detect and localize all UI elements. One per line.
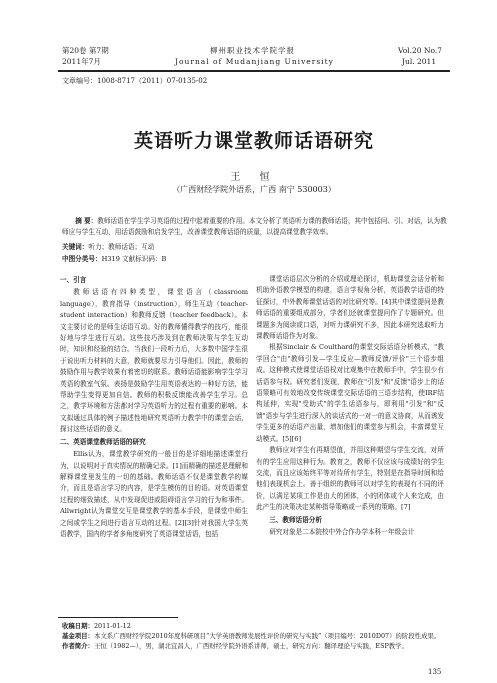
footnote-label: 收稿日期：: [62, 622, 94, 630]
section-heading: 二、英语课堂教师话语的研究: [60, 437, 146, 446]
footnote-item: [62, 641, 442, 651]
author-affiliation: （广西财经学院外语系，广西 南宁 530003）: [172, 185, 336, 194]
paper-title: 英语听力课堂教师话语研究: [133, 130, 374, 152]
abstract-label: 摘 要：: [75, 217, 98, 225]
header-date-cn: 2011年7月: [62, 57, 101, 66]
page-number: 135: [428, 668, 442, 676]
footnote-text: 本文系广西财经学院2010年度科研项目“大学英语教师发展性评价的研究与实践”（项目编号：2010D07）的阶段性成果。: [93, 632, 441, 640]
abstract: [62, 216, 447, 238]
article-number: 文章编号：1008-8717（2011）07-0135-02: [62, 77, 208, 85]
body-paragraph: 课堂话语层次分析的介绍或理论探讨，机助课堂会话分析和机助外语教学模型的构建，语言学视角分析，英语教学话语的特征探讨，中外教师课堂话语的对比研究等。[4]其中课堂提问是教师话语的重要组成部分，学者们还就课堂提问作了专题研究。但课题多为阅读或口语，对听力课研究不多，因此本研究选取听力课教师话语作为对象。: [256, 275, 444, 341]
body-paragraph: 研究对象是二本院校中外合作办学本科一年级会计: [269, 527, 415, 536]
header-date-en: Jul. 2011: [402, 57, 437, 66]
body-paragraph: 根据Sinclair & Coulthard的课堂交际话语分析模式，"教学回合"由"教师引发—学生反应—教师反馈/评价"三个语步组成。这种模式使课堂话语权对比观集中在教师手中，学生很少有话语参与权。研究者们发现，教师在"引发"和"反馈"语步上的话语策略可有效地改变传统课堂交际话语的三语步结构，使IRF结构延伸，实现"受助式"的学生话语参与，即利用"引发"和"反馈"语步与学生进行深入的谈话式的一对一的意义协商，从而诱发学生更多的话语产出量，增加他们的课堂参与机会，丰富课堂互动模式。[5][6]: [256, 343, 444, 443]
footnote-label: 作者简介：: [62, 642, 94, 650]
clc-label: 中图分类号：: [62, 255, 102, 263]
footnote-item: [62, 621, 442, 631]
header-vol-issue: 第20卷 第7期: [62, 46, 109, 55]
footnote-rule: [58, 617, 178, 618]
body-column-right: [256, 274, 444, 538]
abstract-text: 教师话语在学生学习英语的过程中起着重要的作用。本文分析了英语听力课的教师话语，其中包括问、引、对话，认为教师应与学生互动，用话语鼓励和启发学生，改善课堂教师话语的质量，以提高课堂教学效率。: [62, 217, 447, 236]
header-vol-issue-en: Vol.20 No.7: [398, 46, 443, 55]
author-name: 王 恒: [230, 172, 278, 183]
footnote-text: 2011-01-12: [93, 622, 131, 630]
header-rule: [58, 70, 450, 72]
clc-text: H319 文献标识码：B: [101, 255, 167, 263]
header-journal-en: Journal of Mudanjiang University: [175, 57, 334, 66]
footnotes: [62, 621, 442, 651]
keywords-label: 关键词：: [62, 243, 89, 251]
footnote-label: 基金项目：: [62, 632, 94, 640]
body-paragraph: 教师应对学生有再期望值，并用这种期望与学生交流，对所有的学生应用这种行为。教育之，教师不仅应该与成绩好的学生交流，而且应该始终平等对待所有学生，特别是在指导时间和给他们表现机会上。善于组织的教师可以对学生的表现有不同的评价，以满足某项工作是由大的团体，小的团体或个人来完成，由此产生的决策决定某种指导策略或一系列的策略。[7]: [256, 446, 444, 512]
classification: [62, 254, 447, 265]
body-column-left: [60, 274, 248, 540]
keywords-text: 听力；教师话语；互动: [88, 243, 155, 251]
body-paragraph: 教师话语有四种类型，课堂语言（classroom language），教育指导（instruction），师生互动（teacher-student interaction）和教师反馈（teacher feedback）。本文主要讨论的是师生话语互动。好的教师懂得教学的技巧，能很好地与学生进行互动。这些技巧涉及到在教师决策与学生互动时，知识和经验的结合。当我们一段听力后，大多数中国学生很于说出听力材料的大意，教师就要尽力引导他们。因此，教师的鼓励作用与教学效果有着密切的联系。教师话语能影响学生学习英语的教室气氛。表扬是鼓励学生用英语表达的一种好方法，能帮助学生变得更加自信。教师的积极反馈能改善学生学习。总之，教学环境和方法都对学习英语听力的过程有重要的影响。本文拟通过具体的例子描述性地研究英语听力教学中的课堂会话，探讨这些话语的意义。: [60, 288, 248, 434]
body-paragraph: Ellis认为，课堂教学研究的一般目的是详细地描述课堂行为，以说明对于真实情况的精确记录。[1]而精确的描述是理解和解释课堂里发生的一切的基础。教师话语不仅是课堂教学的媒介，而且是语言学习的内容，是学生模仿的目的语。对英语课堂过程的细致描述，从中发现促进或阻碍语言学习的行为和事件。Allwright认为课堂交互是课堂教学的基本手段，是课堂中师生之间或学生之间进行语言互动的过程。[2][3]针对我国大学生英语教学，国内的学者多角度研究了英语课堂话语，包括: [60, 450, 248, 538]
keywords: [62, 242, 447, 253]
section-heading: 三、教师话语分析: [269, 515, 322, 524]
footnote-item: [62, 631, 442, 641]
footnote-text: 王恒（1982—），男，湖北宜昌人，广西财经学院外语系讲师，硕士，研究方向：翻译理论与实践，ESP教学。: [93, 642, 408, 650]
section-heading: 一、引言: [60, 276, 87, 284]
header-journal-cn: 柳州职业技术学院学报: [210, 46, 295, 55]
